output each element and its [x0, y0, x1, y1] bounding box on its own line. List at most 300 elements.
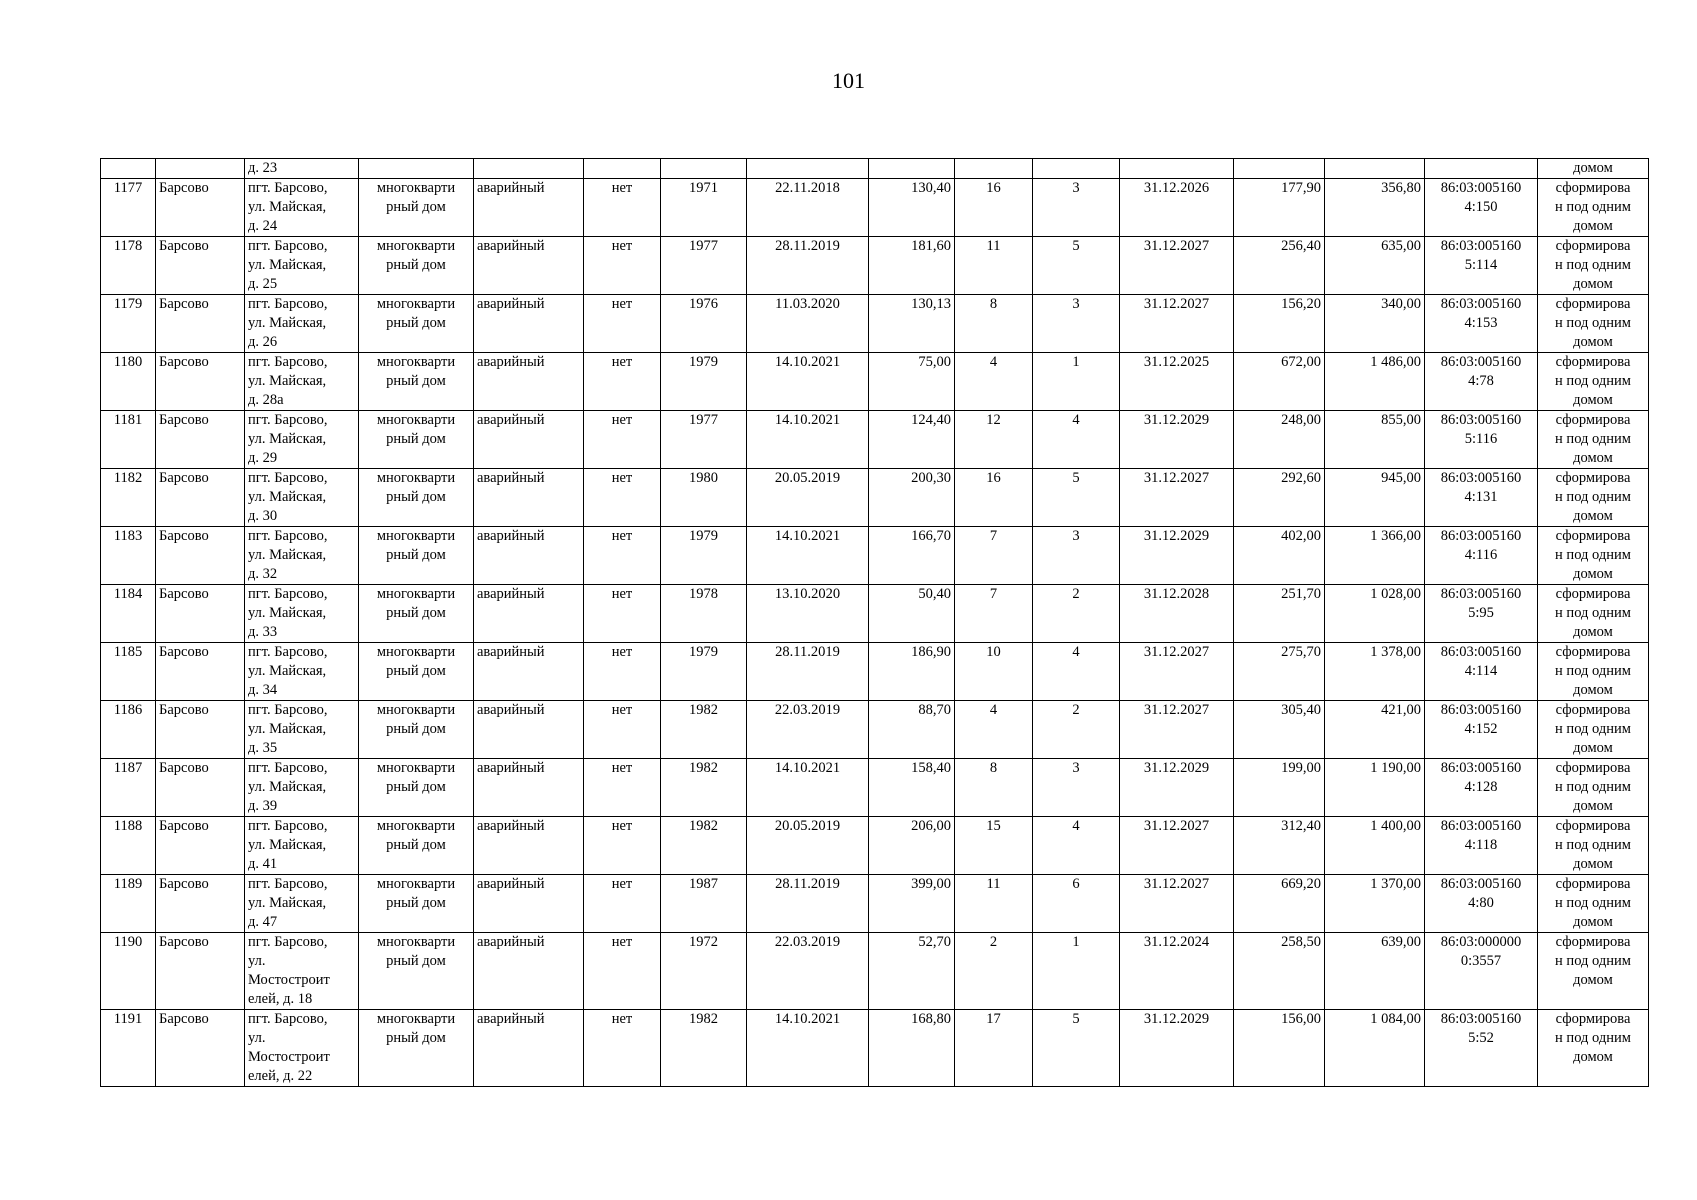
- address-line: пгт. Барсово,: [248, 876, 328, 892]
- land-status-line: домом: [1573, 218, 1613, 234]
- area2-cell: 251,70: [1234, 585, 1325, 643]
- area-cell: 206,00: [869, 817, 955, 875]
- cadastral-number-line: 5:95: [1468, 605, 1494, 621]
- year-cell: 1977: [661, 237, 747, 295]
- land-status-cell: [1538, 295, 1649, 353]
- area2-cell: 672,00: [1234, 353, 1325, 411]
- premises-cell: 1: [1033, 933, 1120, 1010]
- land-status-line: домом: [1573, 624, 1613, 640]
- address-line: елей, д. 18: [248, 991, 313, 1007]
- cadastral-number-line: 5:52: [1468, 1030, 1494, 1046]
- land-status-line: сформирова: [1555, 528, 1631, 544]
- cadastral-number-line: 4:131: [1464, 489, 1498, 505]
- table-row: [101, 295, 1649, 353]
- year-cell: 1979: [661, 527, 747, 585]
- building-type-cell: [359, 643, 474, 701]
- cadastral-number-line: 4:128: [1464, 779, 1498, 795]
- cadastral-number-line: 4:80: [1468, 895, 1494, 911]
- building-type-line: рный дом: [386, 373, 446, 389]
- building-type-line: многокварти: [376, 412, 456, 428]
- address-line: пгт. Барсово,: [248, 180, 328, 196]
- cadastral-number-cell: [1425, 237, 1538, 295]
- recognition-date-cell: 22.03.2019: [747, 701, 869, 759]
- cadastral-number-line: 4:150: [1464, 199, 1498, 215]
- address-line: д. 39: [248, 798, 278, 814]
- premises-cell: 2: [1033, 701, 1120, 759]
- building-type-line: многокварти: [376, 470, 456, 486]
- land-status-line: сформирова: [1555, 354, 1631, 370]
- recognition-date-cell: 20.05.2019: [747, 469, 869, 527]
- building-type-cell: [359, 875, 474, 933]
- area-cell: 181,60: [869, 237, 955, 295]
- area-cell: 88,70: [869, 701, 955, 759]
- area-cell: 200,30: [869, 469, 955, 527]
- area3-cell: 356,80: [1325, 179, 1425, 237]
- address-line: Мостостроит: [248, 972, 330, 988]
- address-line: ул. Майская,: [248, 199, 327, 215]
- cadastral-number-line: 86:03:005160: [1440, 644, 1522, 660]
- area2-cell: 248,00: [1234, 411, 1325, 469]
- address-cell: [245, 875, 359, 933]
- land-status-line: сформирова: [1555, 702, 1631, 718]
- table-row: [101, 353, 1649, 411]
- building-type-line: рный дом: [386, 431, 446, 447]
- building-type-line: рный дом: [386, 837, 446, 853]
- land-status-line: н под одним: [1555, 779, 1631, 795]
- building-type-line: многокварти: [376, 180, 456, 196]
- recognition-date-cell: 22.03.2019: [747, 933, 869, 1010]
- land-status-line: н под одним: [1555, 663, 1631, 679]
- cadastral-number-line: 4:78: [1468, 373, 1494, 389]
- settlement-cell: Барсово: [156, 411, 245, 469]
- cadastral-number-cell: [1425, 875, 1538, 933]
- year-cell: 1979: [661, 643, 747, 701]
- address-cell: [245, 817, 359, 875]
- building-type-line: многокварти: [376, 296, 456, 312]
- cadastral-number-line: 86:03:005160: [1440, 586, 1522, 602]
- year-cell: 1978: [661, 585, 747, 643]
- area-cell: 124,40: [869, 411, 955, 469]
- recognition-date-cell: 20.05.2019: [747, 817, 869, 875]
- recognition-date-cell: 13.10.2020: [747, 585, 869, 643]
- land-status-line: н под одним: [1555, 199, 1631, 215]
- building-type-cell: [359, 701, 474, 759]
- address-line: д. 24: [248, 218, 278, 234]
- area2-cell: 402,00: [1234, 527, 1325, 585]
- area3-cell: 1 486,00: [1325, 353, 1425, 411]
- cadastral-number-line: 86:03:005160: [1440, 528, 1522, 544]
- flag-cell: нет: [584, 179, 661, 237]
- building-type-line: многокварти: [376, 760, 456, 776]
- building-type-cell: [359, 179, 474, 237]
- flag-cell: нет: [584, 817, 661, 875]
- settlement-cell: Барсово: [156, 527, 245, 585]
- building-type-line: многокварти: [376, 934, 456, 950]
- land-status-line: н под одним: [1555, 895, 1631, 911]
- address-line: пгт. Барсово,: [248, 702, 328, 718]
- address-line: д. 28а: [248, 392, 284, 408]
- condition-cell: аварийный: [474, 527, 584, 585]
- cadastral-number-cell: [1425, 701, 1538, 759]
- deadline-cell: 31.12.2024: [1120, 933, 1234, 1010]
- settlement-cell: Барсово: [156, 817, 245, 875]
- address-cell: [245, 701, 359, 759]
- area3-cell: 1 190,00: [1325, 759, 1425, 817]
- building-type-line: многокварти: [376, 818, 456, 834]
- number-cell: 1187: [101, 759, 156, 817]
- land-status-line: сформирова: [1555, 180, 1631, 196]
- condition-cell: аварийный: [474, 469, 584, 527]
- flag-cell: нет: [584, 585, 661, 643]
- address-line: ул. Майская,: [248, 837, 327, 853]
- settlement-cell: Барсово: [156, 701, 245, 759]
- area-cell: 52,70: [869, 933, 955, 1010]
- flag-cell: нет: [584, 353, 661, 411]
- condition-cell: аварийный: [474, 759, 584, 817]
- building-type-line: рный дом: [386, 1030, 446, 1046]
- land-status-line: н под одним: [1555, 489, 1631, 505]
- land-status-line: сформирова: [1555, 876, 1631, 892]
- address-line: ул. Майская,: [248, 431, 327, 447]
- address-line: ул. Майская,: [248, 315, 327, 331]
- number-cell: 1188: [101, 817, 156, 875]
- area3-cell: 421,00: [1325, 701, 1425, 759]
- land-status-line: сформирова: [1555, 238, 1631, 254]
- year-cell: 1980: [661, 469, 747, 527]
- premises-cell: 3: [1033, 759, 1120, 817]
- year-cell: 1979: [661, 353, 747, 411]
- condition-cell: аварийный: [474, 353, 584, 411]
- condition-cell: аварийный: [474, 817, 584, 875]
- cadastral-number-cell: [1425, 1010, 1538, 1087]
- land-status-line: н под одним: [1555, 1030, 1631, 1046]
- land-status-cell: [1538, 585, 1649, 643]
- number-cell: 1182: [101, 469, 156, 527]
- condition-cell: аварийный: [474, 179, 584, 237]
- number-cell: 1183: [101, 527, 156, 585]
- address-line: пгт. Барсово,: [248, 934, 328, 950]
- land-status-line: домом: [1573, 798, 1613, 814]
- area-cell: 186,90: [869, 643, 955, 701]
- table-row: [101, 933, 1649, 1010]
- cadastral-number-line: 86:03:005160: [1440, 470, 1522, 486]
- table-row: [101, 817, 1649, 875]
- area3-cell: 639,00: [1325, 933, 1425, 1010]
- cadastral-number-cell: [1425, 353, 1538, 411]
- settlement-cell: Барсово: [156, 875, 245, 933]
- land-status-line: домом: [1573, 972, 1613, 988]
- area-cell: 166,70: [869, 527, 955, 585]
- land-status-line: н под одним: [1555, 315, 1631, 331]
- residents-cell: 12: [955, 411, 1033, 469]
- settlement-cell: Барсово: [156, 353, 245, 411]
- building-type-cell: [359, 759, 474, 817]
- cadastral-number-line: 86:03:005160: [1440, 412, 1522, 428]
- flag-cell: нет: [584, 527, 661, 585]
- cadastral-number-line: 0:3557: [1460, 953, 1502, 969]
- address-line: пгт. Барсово,: [248, 644, 328, 660]
- building-type-line: многокварти: [376, 702, 456, 718]
- land-status-line: н под одним: [1555, 721, 1631, 737]
- flag-cell: нет: [584, 643, 661, 701]
- cadastral-number-cell: [1425, 411, 1538, 469]
- building-type-line: рный дом: [386, 721, 446, 737]
- address-line: ул. Майская,: [248, 721, 327, 737]
- cadastral-number-line: 86:03:005160: [1440, 238, 1522, 254]
- address-line: пгт. Барсово,: [248, 528, 328, 544]
- table-row: [101, 643, 1649, 701]
- land-status-cell: [1538, 469, 1649, 527]
- building-type-cell: [359, 817, 474, 875]
- cadastral-number-cell: [1425, 933, 1538, 1010]
- cadastral-number-line: 86:03:005160: [1440, 702, 1522, 718]
- address-line: ул. Майская,: [248, 663, 327, 679]
- building-type-line: многокварти: [376, 1011, 456, 1027]
- residents-cell: 16: [955, 469, 1033, 527]
- address-cell: д. 23: [245, 159, 359, 179]
- address-cell: [245, 527, 359, 585]
- area2-cell: 199,00: [1234, 759, 1325, 817]
- address-cell: [245, 411, 359, 469]
- premises-cell: 2: [1033, 585, 1120, 643]
- address-line: д. 26: [248, 334, 278, 350]
- deadline-cell: 31.12.2029: [1120, 759, 1234, 817]
- cadastral-number-line: 5:114: [1464, 257, 1498, 273]
- land-status-line: домом: [1573, 682, 1613, 698]
- building-type-cell: [359, 1010, 474, 1087]
- building-type-line: рный дом: [386, 953, 446, 969]
- settlement-cell: Барсово: [156, 759, 245, 817]
- cadastral-number-cell: [1425, 759, 1538, 817]
- area-cell: 75,00: [869, 353, 955, 411]
- number-cell: 1186: [101, 701, 156, 759]
- settlement-cell: Барсово: [156, 933, 245, 1010]
- building-type-cell: [359, 469, 474, 527]
- cadastral-number-line: 86:03:005160: [1440, 760, 1522, 776]
- number-cell: 1177: [101, 179, 156, 237]
- land-status-line: сформирова: [1555, 296, 1631, 312]
- area3-cell: 1 370,00: [1325, 875, 1425, 933]
- area-cell: 130,13: [869, 295, 955, 353]
- address-line: ул.: [248, 953, 266, 969]
- settlement-cell: Барсово: [156, 237, 245, 295]
- deadline-cell: 31.12.2029: [1120, 411, 1234, 469]
- cadastral-number-cell: [1425, 643, 1538, 701]
- address-line: пгт. Барсово,: [248, 354, 328, 370]
- area2-cell: 177,90: [1234, 179, 1325, 237]
- land-status-cell: [1538, 527, 1649, 585]
- land-status-cell: [1538, 643, 1649, 701]
- settlement-cell: Барсово: [156, 585, 245, 643]
- land-status-line: н под одним: [1555, 547, 1631, 563]
- table-row: [101, 701, 1649, 759]
- housing-register-table: [100, 158, 1649, 1087]
- table-row: [101, 1010, 1649, 1087]
- cadastral-number-cell: [1425, 295, 1538, 353]
- residents-cell: 7: [955, 585, 1033, 643]
- deadline-cell: 31.12.2027: [1120, 469, 1234, 527]
- building-type-line: рный дом: [386, 779, 446, 795]
- residents-cell: 11: [955, 875, 1033, 933]
- recognition-date-cell: 14.10.2021: [747, 527, 869, 585]
- condition-cell: аварийный: [474, 701, 584, 759]
- settlement-cell: Барсово: [156, 295, 245, 353]
- cadastral-number-line: 4:118: [1464, 837, 1498, 853]
- flag-cell: нет: [584, 469, 661, 527]
- land-status-line: н под одним: [1555, 837, 1631, 853]
- flag-cell: нет: [584, 295, 661, 353]
- area2-cell: 156,00: [1234, 1010, 1325, 1087]
- continuation-row: [101, 159, 1649, 179]
- land-status-line: домом: [1573, 914, 1613, 930]
- land-status-line: домом: [1573, 856, 1613, 872]
- building-type-line: многокварти: [376, 238, 456, 254]
- address-line: д. 35: [248, 740, 278, 756]
- land-status-line: домом: [1573, 450, 1613, 466]
- building-type-line: рный дом: [386, 605, 446, 621]
- land-status-cell: [1538, 237, 1649, 295]
- land-status-line: домом: [1573, 1049, 1613, 1065]
- year-cell: 1971: [661, 179, 747, 237]
- year-cell: 1982: [661, 1010, 747, 1087]
- address-line: д. 30: [248, 508, 278, 524]
- building-type-cell: [359, 585, 474, 643]
- residents-cell: 2: [955, 933, 1033, 1010]
- table-row: [101, 875, 1649, 933]
- table-row: [101, 759, 1649, 817]
- recognition-date-cell: 14.10.2021: [747, 353, 869, 411]
- land-status-line: сформирова: [1555, 818, 1631, 834]
- area3-cell: 1 378,00: [1325, 643, 1425, 701]
- address-cell: [245, 933, 359, 1010]
- premises-cell: 3: [1033, 527, 1120, 585]
- deadline-cell: 31.12.2026: [1120, 179, 1234, 237]
- number-cell: 1190: [101, 933, 156, 1010]
- land-status-line: н под одним: [1555, 953, 1631, 969]
- building-type-line: рный дом: [386, 489, 446, 505]
- land-status-cell: [1538, 411, 1649, 469]
- area2-cell: 669,20: [1234, 875, 1325, 933]
- premises-cell: 5: [1033, 469, 1120, 527]
- premises-cell: 5: [1033, 237, 1120, 295]
- deadline-cell: 31.12.2027: [1120, 875, 1234, 933]
- year-cell: 1982: [661, 759, 747, 817]
- building-type-cell: [359, 237, 474, 295]
- recognition-date-cell: 28.11.2019: [747, 875, 869, 933]
- address-line: ул. Майская,: [248, 779, 327, 795]
- cadastral-number-line: 4:116: [1464, 547, 1498, 563]
- deadline-cell: 31.12.2028: [1120, 585, 1234, 643]
- address-cell: [245, 179, 359, 237]
- address-line: д. 25: [248, 276, 278, 292]
- area2-cell: 258,50: [1234, 933, 1325, 1010]
- flag-cell: нет: [584, 237, 661, 295]
- recognition-date-cell: 28.11.2019: [747, 237, 869, 295]
- deadline-cell: 31.12.2027: [1120, 643, 1234, 701]
- premises-cell: 1: [1033, 353, 1120, 411]
- land-status-cell: [1538, 759, 1649, 817]
- recognition-date-cell: 14.10.2021: [747, 759, 869, 817]
- cadastral-number-line: 86:03:000000: [1440, 934, 1522, 950]
- deadline-cell: 31.12.2027: [1120, 295, 1234, 353]
- condition-cell: аварийный: [474, 295, 584, 353]
- area-cell: 158,40: [869, 759, 955, 817]
- condition-cell: аварийный: [474, 411, 584, 469]
- area3-cell: 855,00: [1325, 411, 1425, 469]
- flag-cell: нет: [584, 1010, 661, 1087]
- number-cell: 1178: [101, 237, 156, 295]
- area2-cell: 292,60: [1234, 469, 1325, 527]
- building-type-line: многокварти: [376, 528, 456, 544]
- address-cell: [245, 237, 359, 295]
- building-type-line: многокварти: [376, 354, 456, 370]
- area3-cell: 1 366,00: [1325, 527, 1425, 585]
- deadline-cell: 31.12.2027: [1120, 817, 1234, 875]
- land-status-cell: [1538, 1010, 1649, 1087]
- address-line: пгт. Барсово,: [248, 238, 328, 254]
- address-cell: [245, 759, 359, 817]
- number-cell: 1181: [101, 411, 156, 469]
- address-line: пгт. Барсово,: [248, 412, 328, 428]
- address-line: д. 34: [248, 682, 278, 698]
- address-line: пгт. Барсово,: [248, 1011, 328, 1027]
- building-type-cell: [359, 353, 474, 411]
- building-type-line: рный дом: [386, 257, 446, 273]
- land-status-line: сформирова: [1555, 412, 1631, 428]
- flag-cell: нет: [584, 701, 661, 759]
- building-type-line: многокварти: [376, 644, 456, 660]
- flag-cell: нет: [584, 933, 661, 1010]
- year-cell: 1982: [661, 701, 747, 759]
- year-cell: 1982: [661, 817, 747, 875]
- premises-cell: 4: [1033, 643, 1120, 701]
- premises-cell: 5: [1033, 1010, 1120, 1087]
- land-status-line: домом: [1573, 334, 1613, 350]
- premises-cell: 3: [1033, 179, 1120, 237]
- number-cell: 1191: [101, 1010, 156, 1087]
- address-line: елей, д. 22: [248, 1068, 313, 1084]
- address-cell: [245, 585, 359, 643]
- year-cell: 1987: [661, 875, 747, 933]
- deadline-cell: 31.12.2027: [1120, 701, 1234, 759]
- settlement-cell: Барсово: [156, 469, 245, 527]
- residents-cell: 7: [955, 527, 1033, 585]
- land-status-cell: [1538, 701, 1649, 759]
- area2-cell: 156,20: [1234, 295, 1325, 353]
- residents-cell: 4: [955, 701, 1033, 759]
- table-row: [101, 179, 1649, 237]
- address-line: ул. Майская,: [248, 605, 327, 621]
- page-number: 101: [832, 68, 865, 93]
- cadastral-number-cell: [1425, 469, 1538, 527]
- cadastral-number-line: 4:114: [1464, 663, 1498, 679]
- area3-cell: 1 028,00: [1325, 585, 1425, 643]
- land-status-line: н под одним: [1555, 257, 1631, 273]
- table-row: [101, 411, 1649, 469]
- deadline-cell: 31.12.2029: [1120, 527, 1234, 585]
- land-status-line: домом: [1573, 392, 1613, 408]
- number-cell: 1184: [101, 585, 156, 643]
- building-type-line: многокварти: [376, 876, 456, 892]
- area3-cell: 1 400,00: [1325, 817, 1425, 875]
- year-cell: 1972: [661, 933, 747, 1010]
- premises-cell: 4: [1033, 411, 1120, 469]
- residents-cell: 17: [955, 1010, 1033, 1087]
- recognition-date-cell: 28.11.2019: [747, 643, 869, 701]
- address-line: д. 29: [248, 450, 278, 466]
- number-cell: 1180: [101, 353, 156, 411]
- status-cell: домом: [1538, 159, 1649, 179]
